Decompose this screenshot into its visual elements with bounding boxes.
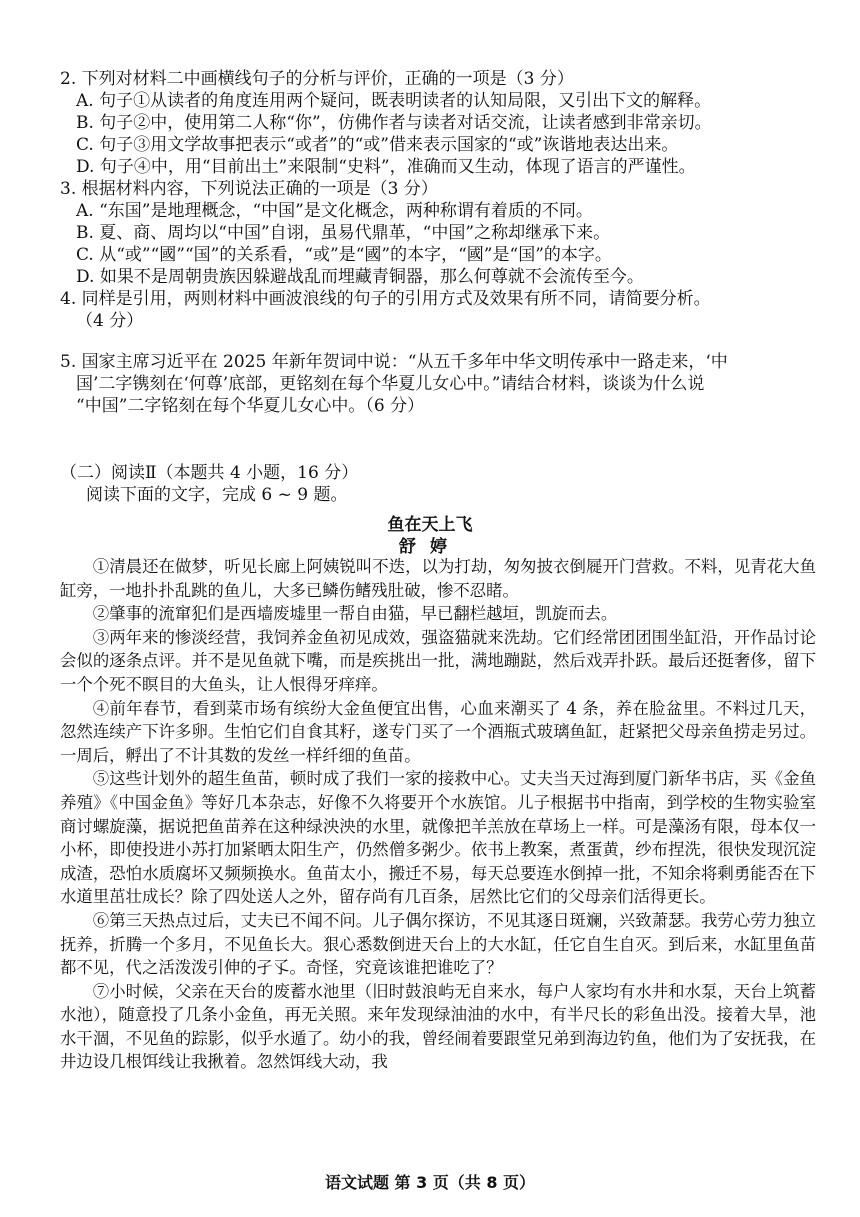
- page-footer: 语文试题 第 3 页（共 8 页）: [324, 1173, 536, 1192]
- question-5-line-2: 国’二字镌刻在‘何尊’底部，更铭刻在每个华夏儿女心中。”请结合材料，谈谈为什么说: [76, 374, 705, 394]
- question-3-option-d: D. 如果不是周朝贵族因躲避战乱而埋藏青铜器，那么何尊就不会流传至今。: [76, 267, 644, 287]
- paragraph-1: ①清晨还在做梦，听见长廊上阿姨锐叫不迭，以为打劫，匆匆披衣倒屣开门营救。不料，见青花大鱼缸旁，一地扑扑乱跳的鱼儿，大多已鳞伤鳍残肚破，惨不忍睹。: [60, 557, 816, 600]
- section-instruction: 阅读下面的文字，完成 6 ~ 9 题。: [86, 485, 348, 505]
- article-body: [60, 555, 816, 1074]
- paragraph-5: ⑤这些计划外的超生鱼苗，顿时成了我们一家的接救中心。丈夫当天过海到厦门新华书店，买《金鱼养殖》《中国金鱼》等好几本杂志，好像不久将要开个水族馆。儿子根据书中指南，到学校的生物实验室商讨螺旋藻，据说把鱼苗养在这种绿泱泱的水里，就像把羊羔放在草场上一样。可是藻汤有限，母本仅一小杯，即使投进小苏打加紧晒太阳生产，仍然僧多粥少。依书上教案，煮蛋黄，纱布捏洗，很快发现沉淀成渣，恐怕水质腐坏又频频换水。鱼苗太小，搬迁不易，每天总要连水倒掉一批，不知余将剩勇能否在下水道里茁壮成长？除了四处送人之外，留存尚有几百条，居然比它们的父母亲们活得更长。: [60, 769, 816, 907]
- question-5: [60, 351, 812, 417]
- question-5-line-1: 5. 国家主席习近平在 2025 年新年贺词中说：“从五千多年中华文明传承中一路走来，‘中: [60, 352, 728, 372]
- paragraph-6: ⑥第三天热点过后，丈夫已不闻不问。儿子偶尔探访，不见其逐日斑斓，兴致萧瑟。我劳心劳力独立抚养，折腾一个多月，不见鱼长大。狠心悉数倒进天台上的大水缸，任它自生自灭。到后来，水缸里鱼苗都不见，代之活泼泼引伸的孑孓。奇怪，究竟该谁把谁吃了？: [60, 910, 816, 978]
- question-2-option-b: B. 句子②中，使用第二人称“你”，仿佛作者与读者对话交流，让读者感到非常亲切。: [76, 113, 712, 133]
- section-heading: （二）阅读Ⅱ（本题共 4 小题，16 分）: [60, 463, 359, 483]
- paragraph-7: ⑦小时候，父亲在天台的废蓄水池里（旧时鼓浪屿无自来水，每户人家均有水井和水泵，天台上筑蓄水池），随意投了几条小金鱼，再无关照。来年发现绿油油的水中，有半尺长的彩鱼出没。接着大旱，池水干涸，不见鱼的踪影，似乎水遁了。幼小的我，曾经闹着要跟堂兄弟到海边钓鱼，他们为了安抚我，在井边设几根饵线让我揪着。忽然饵线大动，我: [60, 981, 816, 1072]
- question-4: [60, 288, 812, 332]
- question-3-option-a: A. “东国”是地理概念，“中国”是文化概念，两种称谓有着质的不同。: [76, 201, 593, 221]
- question-3: [60, 178, 812, 288]
- paragraph-2: ②肇事的流窜犯们是西墙废墟里一帮自由猫，早已翻栏越垣，凯旋而去。: [92, 604, 618, 624]
- paragraph-4: ④前年春节，看到菜市场有缤纷大金鱼便宜出售，心血来潮买了 4 条，养在脸盆里。不料过几天，忽然连续产下许多卵。生怕它们自食其籽，遂专门买了一个酒瓶式玻璃鱼缸，赶紧把父母亲鱼捞走另过。一周后，孵出了不计其数的发丝一样纤细的鱼苗。: [60, 698, 816, 765]
- question-2-option-c: C. 句子③用文学故事把表示“或者”的“或”借来表示国家的“或”诙谐地表达出来。: [76, 135, 679, 155]
- paragraph-3: ③两年来的惨淡经营，我饲养金鱼初见成效，强盗猫就来洗劫。它们经常团团围坐缸沿，开作品讨论会似的逐条点评。并不是见鱼就下嘴，而是疾挑出一批，满地蹦跶，然后戏弄扑跃。最后还挺奢侈，留下一个个死不瞑目的大鱼头，让人恨得牙痒痒。: [60, 627, 816, 694]
- question-3-stem: 3. 根据材料内容，下列说法正确的一项是（3 分）: [60, 179, 438, 199]
- question-2-stem: 2. 下列对材料二中画横线句子的分析与评价，正确的一项是（3 分）: [60, 69, 574, 89]
- question-2-option-d: D. 句子④中，用“目前出土”来限制“史料”，准确而又生动，体现了语言的严谨性。: [76, 157, 696, 177]
- question-2: [60, 68, 812, 178]
- question-2-option-a: A. 句子①从读者的角度连用两个疑问，既表明读者的认知局限，又引出下文的解释。: [76, 91, 712, 111]
- section-header: [60, 462, 812, 506]
- question-4-line-1: 4. 同样是引用，两则材料中画波浪线的句子的引用方式及效果有所不同，请简要分析。: [60, 289, 711, 309]
- question-5-line-3: “中国”二字铭刻在每个华夏儿女心中。（6 分）: [76, 396, 425, 416]
- question-3-option-b: B. 夏、商、周均以“中国”自诩，虽易代鼎革，“中国”之称却继承下来。: [76, 223, 611, 243]
- question-4-line-2: （4 分）: [76, 311, 144, 331]
- question-3-option-c: C. 从“或”“國”“国”的关系看，“或”是“國”的本字，“國”是“国”的本字。: [76, 245, 612, 265]
- article-title: 鱼在天上飞: [387, 515, 473, 535]
- article-author: 舒婷: [399, 537, 461, 557]
